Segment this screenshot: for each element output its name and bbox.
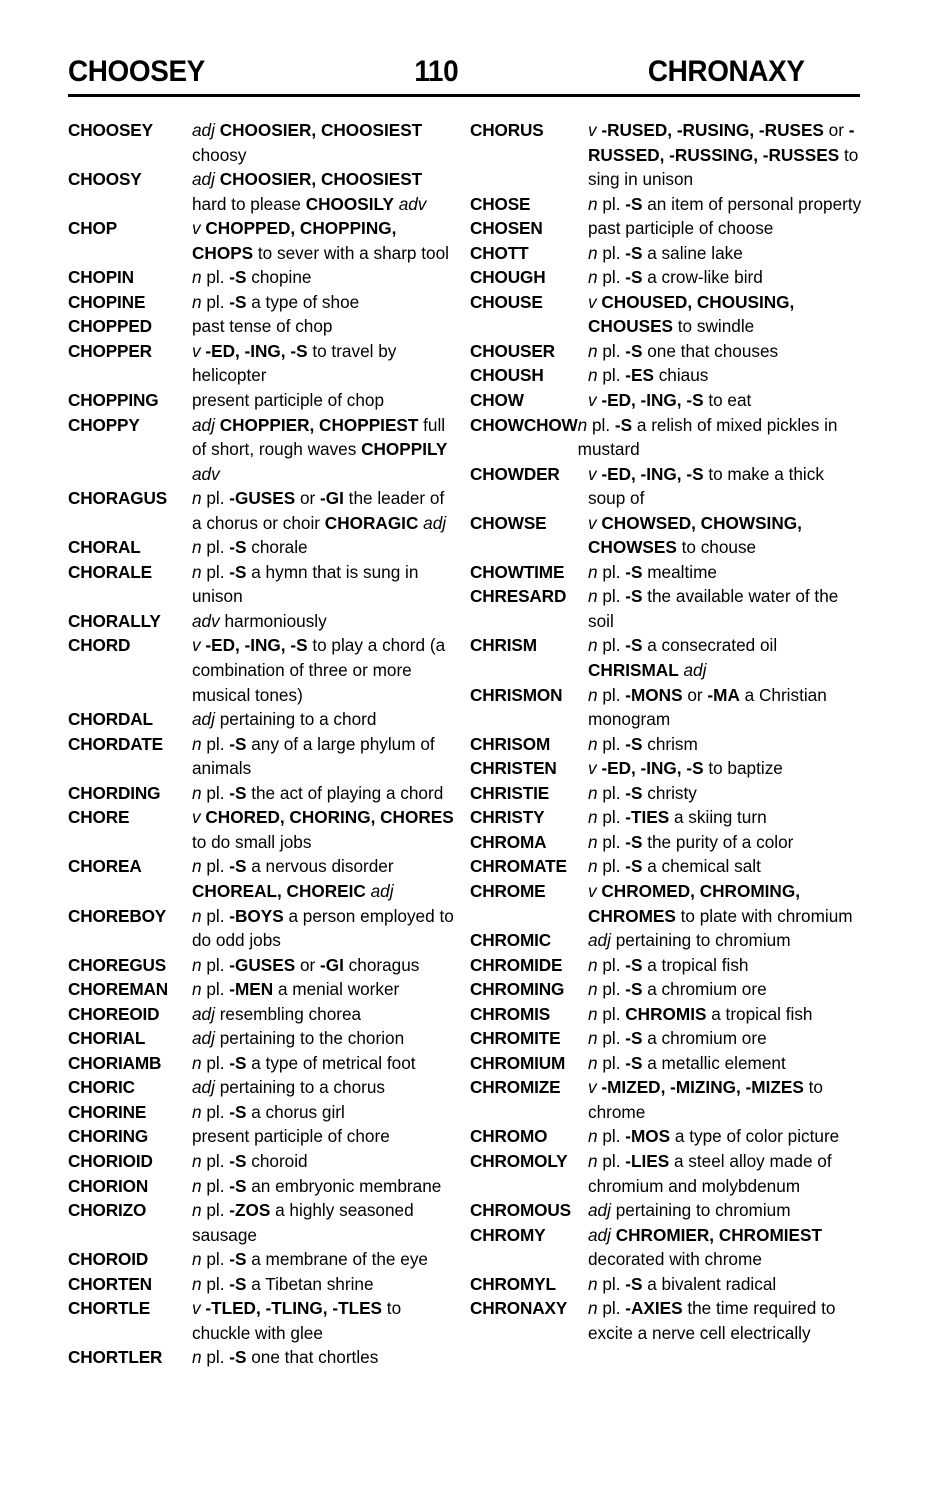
entry-definition: n pl. -LIES a steel alloy made of chromium and molybdenum [588,1150,832,1196]
entry-definition: v CHORED, CHORING, CHORES to do small jobs [192,807,454,852]
dictionary-entry [470,462,862,511]
entry-definition: n pl. -S a metallic element [588,1052,786,1073]
entry-definition: n pl. -MOS a type of color picture [588,1126,840,1147]
entry-definition: n pl. -S chopine [192,267,312,288]
entry-headword: CHRONAXY [470,1298,568,1319]
entry-headword: CHORTEN [68,1273,152,1294]
entry-headword: CHORIAL [68,1028,146,1049]
entry-definition: n pl. -S the available water of the soil [588,586,839,631]
dictionary-entry [470,928,862,953]
entry-definition: n pl. -S a nervous disorder CHOREAL, CHOREIC adj [192,856,394,901]
entry-definition: adj CHOOSIER, CHOOSIEST choosy [192,120,423,165]
entry-headword: CHOPPER [68,340,152,361]
column-right [470,118,862,1345]
entry-definition: n pl. -MEN a menial worker [192,979,400,1000]
entry-headword: CHOREGUS [68,954,167,975]
dictionary-entry [470,830,862,855]
entry-definition: v CHOUSED, CHOUSING, CHOUSES to swindle [588,291,795,337]
dictionary-entry [470,781,862,806]
entry-definition: n pl. -S a chorus girl [192,1101,345,1122]
entry-definition: n pl. -S one that chouses [588,340,779,361]
dictionary-entry [470,192,862,217]
entry-headword: CHRISTY [470,807,545,828]
entry-headword: CHOOSEY [68,120,153,140]
entry-definition: n pl. CHROMIS a tropical fish [588,1003,813,1024]
entry-definition: adj CHOPPIER, CHOPPIEST full of short, rough waves CHOPPILY adv [192,414,448,484]
entry-headword: CHRISTEN [470,758,557,779]
entry-headword: CHORING [68,1126,149,1147]
entry-definition: adj resembling chorea [192,1003,362,1024]
entry-definition: n pl. -GUSES or -GI the leader of a chorus or choir CHORAGIC adj [192,488,447,533]
dictionary-entry [470,511,862,560]
entry-definition: n pl. -S a bivalent radical [588,1273,777,1294]
entry-definition: n pl. -GUSES or -GI choragus [192,954,420,975]
dictionary-entry [470,1124,862,1149]
entry-definition: n pl. -MONS or -MA a Christian monogram [588,684,827,730]
dictionary-entry [470,584,862,633]
entry-definition: adj CHROMIER, CHROMIEST decorated with chrome [588,1224,822,1270]
dictionary-entry [68,609,458,634]
entry-definition: v -ED, -ING, -S to travel by helicopter [192,340,397,386]
entry-headword: CHROMIS [470,1003,551,1024]
entry-definition: n pl. -S any of a large phylum of animals [192,733,435,779]
entry-definition: v CHROMED, CHROMING, CHROMES to plate with chromium [588,880,853,926]
entry-headword: CHORDING [68,782,161,803]
entry-headword: CHORDATE [68,733,163,754]
entry-definition: v -ED, -ING, -S to play a chord (a combination of three or more musical tones) [192,635,446,705]
dictionary-entry [470,265,862,290]
dictionary-entry [470,560,862,585]
dictionary-entry [68,1149,458,1174]
entry-definition: v -MIZED, -MIZING, -MIZES to chrome [588,1077,823,1122]
entry-headword: CHOOSY [68,169,142,190]
entry-headword: CHORUS [470,120,544,140]
entry-definition: v -ED, -ING, -S to make a thick soup of [588,463,824,509]
entry-headword: CHORINE [68,1101,147,1122]
dictionary-entry [470,633,862,682]
entry-headword: CHOUSE [470,291,543,312]
entry-headword: CHRISTIE [470,782,550,803]
entry-headword: CHOWCHOW [470,414,578,435]
entry-headword: CHOPINE [68,291,146,312]
dictionary-entry [470,413,862,462]
entry-headword: CHORD [68,635,131,656]
entry-headword: CHROMITE [470,1028,561,1049]
dictionary-entry [68,216,458,265]
entry-definition: adj pertaining to chromium [588,930,791,951]
entry-definition: n pl. -S a consecrated oil CHRISMAL adj [588,635,778,681]
entry-definition: n pl. -S chrism [588,733,698,754]
entry-headword: CHOROID [68,1249,149,1270]
dictionary-entry [470,683,862,732]
dictionary-entry [68,290,458,315]
entry-definition: v CHOWSED, CHOWSING, CHOWSES to chouse [588,512,802,558]
dictionary-entry [470,118,862,192]
dictionary-entry [68,1002,458,1027]
entry-definition: adj pertaining to a chorus [192,1077,386,1098]
dictionary-entry [68,1198,458,1247]
entry-definition: past participle of choose [588,218,774,239]
entry-headword: CHOWSE [470,512,547,533]
entry-definition: n pl. -S a Tibetan shrine [192,1273,374,1294]
dictionary-entry [470,339,862,364]
entry-headword: CHORDAL [68,709,153,730]
entry-definition: n pl. -S a crow-like bird [588,267,763,288]
dictionary-entry [470,1002,862,1027]
entry-headword: CHROMIZE [470,1077,561,1098]
entry-definition: n pl. -S an item of personal property [588,193,862,214]
entry-headword: CHORIOID [68,1150,153,1171]
dictionary-entry [470,290,862,339]
dictionary-entry [68,388,458,413]
dictionary-entry [470,388,862,413]
entry-definition: n pl. -S christy [588,782,697,803]
entry-definition: present participle of chore [192,1126,390,1147]
entry-definition: n pl. -S choroid [192,1150,308,1171]
entry-definition: n pl. -S a type of shoe [192,291,360,312]
entry-headword: CHOREMAN [68,979,169,1000]
dictionary-entry [470,1051,862,1076]
entry-headword: CHOREA [68,856,142,877]
entry-definition: v -RUSED, -RUSING, -RUSES or -RUSSED, -RUSSING, -RUSSES to sing in unison [588,120,859,190]
dictionary-entry [68,781,458,806]
entry-headword: CHORE [68,807,130,828]
dictionary-entry [68,314,458,339]
entry-headword: CHOW [470,390,524,411]
entry-definition: v -ED, -ING, -S to eat [588,390,752,411]
entry-headword: CHRESARD [470,586,567,607]
entry-definition: n pl. -S a chromium ore [588,979,767,1000]
entry-definition: n pl. -TIES a skiing turn [588,807,767,828]
entry-definition: n pl. -S mealtime [588,561,717,582]
entry-headword: CHROMA [470,831,547,852]
entry-headword: CHROMATE [470,856,567,877]
dictionary-entry [68,1174,458,1199]
dictionary-entry [68,535,458,560]
column-left [68,118,458,1370]
dictionary-entry [470,977,862,1002]
entry-headword: CHORIZO [68,1200,147,1221]
dictionary-entry [470,363,862,388]
dictionary-entry [470,1272,862,1297]
guide-word-right: CHRONAXY [647,55,805,88]
entry-headword: CHROMIDE [470,954,563,975]
entry-definition: n pl. -S the purity of a color [588,831,794,852]
dictionary-entry [68,732,458,781]
entry-headword: CHOREBOY [68,905,167,926]
entry-headword: CHOPIN [68,267,134,288]
entry-definition: n pl. -S one that chortles [192,1347,379,1368]
entry-definition: n pl. -ES chiaus [588,365,709,386]
dictionary-entry [68,977,458,1002]
dictionary-entry [68,904,458,953]
entry-headword: CHROMYL [470,1273,556,1294]
header-rule [68,94,860,97]
dictionary-entry [68,167,458,216]
entry-definition: adj pertaining to chromium [588,1200,791,1221]
entry-definition: n pl. -S a hymn that is sung in unison [192,561,419,607]
dictionary-entry [68,1026,458,1051]
dictionary-entry [68,1051,458,1076]
entry-definition: n pl. -S an embryonic membrane [192,1175,442,1196]
entry-headword: CHORAGUS [68,488,168,509]
entry-headword: CHOREOID [68,1003,160,1024]
entry-headword: CHOWDER [470,463,560,484]
dictionary-entry [470,879,862,928]
entry-headword: CHROMIUM [470,1052,566,1073]
dictionary-entry [68,1247,458,1272]
entry-definition: n pl. -S the act of playing a chord [192,782,444,803]
entry-headword: CHOPPED [68,316,152,337]
dictionary-entry [68,953,458,978]
dictionary-entry [68,1272,458,1297]
dictionary-entry [68,707,458,732]
entry-definition: n pl. -S a membrane of the eye [192,1249,428,1270]
entry-definition: present participle of chop [192,390,385,411]
entry-definition: v -ED, -ING, -S to baptize [588,758,783,779]
entry-definition: adj pertaining to the chorion [192,1028,405,1049]
entry-definition: adv harmoniously [192,610,327,631]
dictionary-entry [68,633,458,707]
entry-headword: CHOUSER [470,340,555,361]
dictionary-entry [68,1124,458,1149]
guide-word-left: CHOOSEY [68,55,205,88]
entry-definition: n pl. -AXIES the time required to excite a nerve cell electrically [588,1298,836,1343]
dictionary-entry [68,1296,458,1345]
page-number: 110 [414,55,459,88]
running-head [68,55,805,89]
entry-definition: n pl. -S a chemical salt [588,856,761,877]
entry-headword: CHRISM [470,635,537,656]
dictionary-entry [470,1296,862,1345]
entry-definition: n pl. -S chorale [192,537,308,558]
entry-definition: n pl. -S a relish of mixed pickles in mustard [577,414,838,460]
entry-headword: CHOWTIME [470,561,565,582]
dictionary-entry [68,118,458,167]
entry-headword: CHRISMON [470,684,563,705]
entry-headword: CHOPPING [68,390,159,411]
dictionary-entry [470,1149,862,1198]
entry-headword: CHROMIC [470,930,552,951]
entry-headword: CHROMOLY [470,1150,568,1171]
entry-headword: CHORAL [68,537,141,558]
dictionary-entry [68,1075,458,1100]
entry-headword: CHORALLY [68,610,161,631]
entry-definition: n pl. -ZOS a highly seasoned sausage [192,1200,414,1245]
dictionary-entry [470,241,862,266]
entry-headword: CHORTLE [68,1298,151,1319]
entry-headword: CHORIAMB [68,1052,162,1073]
dictionary-entry [68,805,458,854]
entry-headword: CHOUGH [470,267,546,288]
entry-headword: CHOPPY [68,414,140,435]
entry-headword: CHOSE [470,193,531,214]
dictionary-entry [470,953,862,978]
entry-headword: CHROMY [470,1224,546,1245]
dictionary-entry [470,216,862,241]
entry-headword: CHOP [68,218,118,239]
dictionary-entry [470,854,862,879]
dictionary-entry [470,1026,862,1051]
entry-headword: CHOUSH [470,365,544,386]
dictionary-entry [68,854,458,903]
dictionary-entry [470,1075,862,1124]
dictionary-entry [470,732,862,757]
dictionary-entry [68,486,458,535]
entry-headword: CHOTT [470,242,529,263]
entry-definition: v CHOPPED, CHOPPING, CHOPS to sever with a sharp tool [192,218,449,263]
entry-headword: CHORIC [68,1077,135,1098]
dictionary-entry [68,339,458,388]
entry-definition: past tense of chop [192,316,333,337]
entry-headword: CHOSEN [470,218,543,239]
entry-definition: n pl. -S a chromium ore [588,1028,767,1049]
entry-definition: n pl. -S a type of metrical foot [192,1052,416,1073]
entry-definition: n pl. -BOYS a person employed to do odd jobs [192,905,454,951]
entry-headword: CHORION [68,1175,149,1196]
entry-headword: CHROMO [470,1126,548,1147]
dictionary-entry [470,1198,862,1223]
entry-definition: n pl. -S a saline lake [588,242,743,263]
dictionary-entry [470,756,862,781]
entry-definition: adj CHOOSIER, CHOOSIEST hard to please CHOOSILY adv [192,169,427,214]
dictionary-entry [68,560,458,609]
dictionary-entry [68,413,458,487]
entry-headword: CHRISOM [470,733,551,754]
entry-definition: n pl. -S a tropical fish [588,954,749,975]
dictionary-entry [68,1345,458,1370]
entry-definition: adj pertaining to a chord [192,709,377,730]
dictionary-entry [68,1100,458,1125]
dictionary-entry [68,265,458,290]
entry-headword: CHROMOUS [470,1200,571,1221]
entry-headword: CHROME [470,880,546,901]
entry-headword: CHORTLER [68,1347,163,1368]
dictionary-entry [470,805,862,830]
dictionary-entry [470,1223,862,1272]
entry-headword: CHROMING [470,979,565,1000]
entry-definition: v -TLED, -TLING, -TLES to chuckle with glee [192,1298,402,1343]
entry-headword: CHORALE [68,561,152,582]
